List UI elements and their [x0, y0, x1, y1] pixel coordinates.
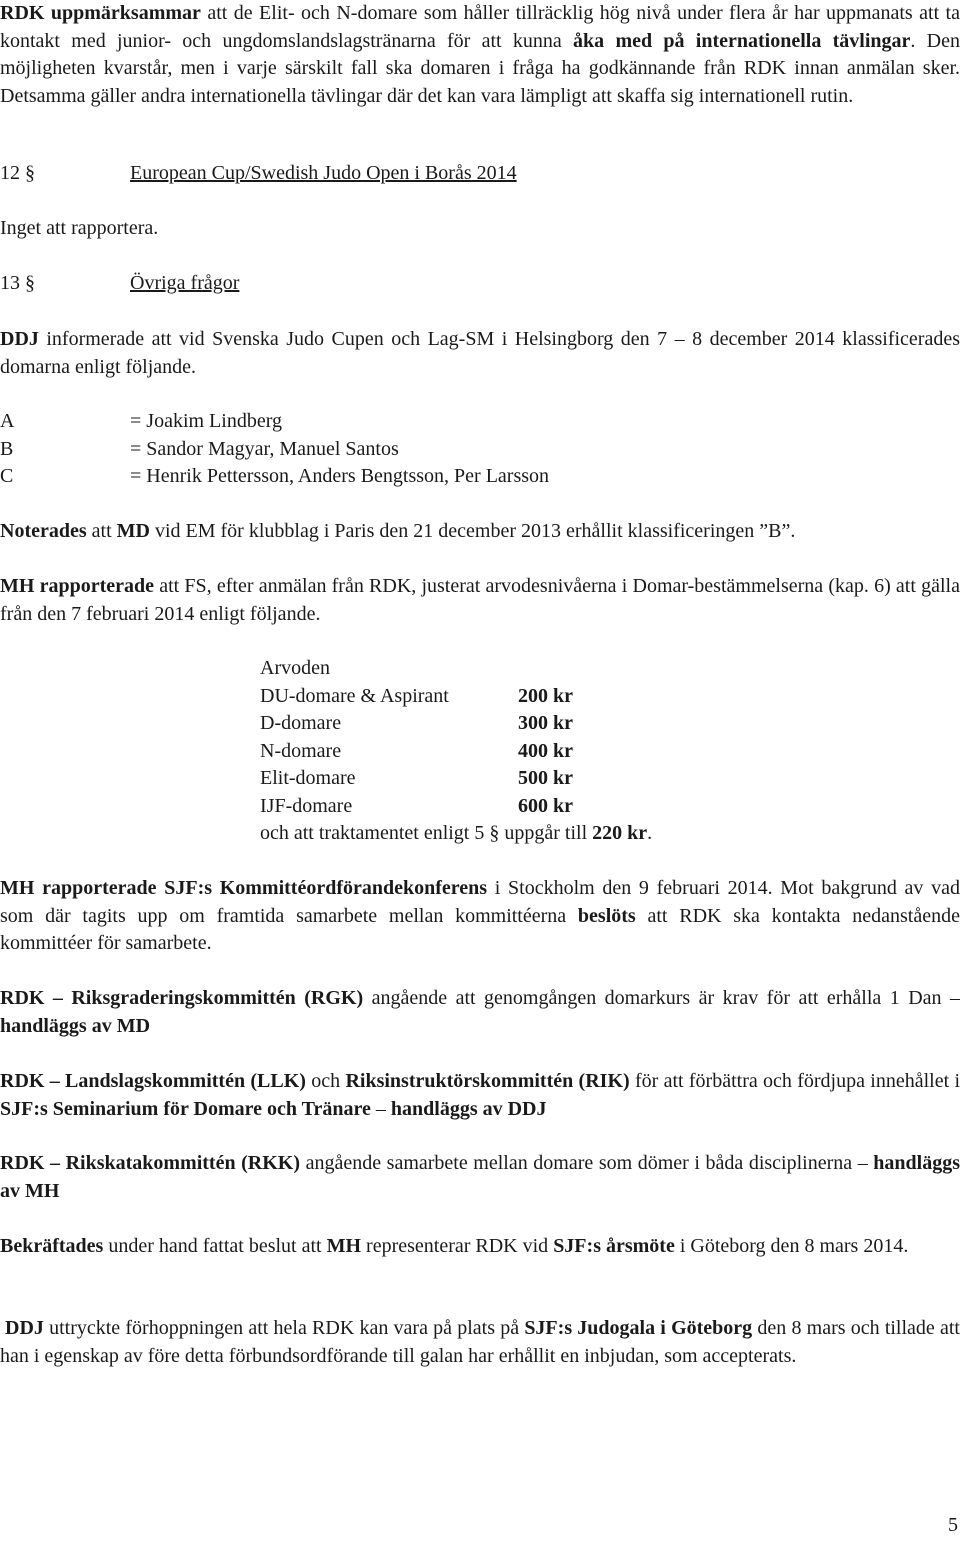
classification-row: C = Henrik Pettersson, Anders Bengtsson, Per Larsson — [0, 465, 550, 487]
paragraph-llk-rik: RDK – Landslagskommittén (LLK) och Riksinstruktörskommittén (RIK) för att förbättra och fördjupa innehållet i SJF:s Seminarium för Domare och Tränare – handläggs av DDJ — [0, 1070, 960, 1120]
paragraph-confirmed: Bekräftades under hand fattat beslut att MH representerar RDK vid SJF:s årsmöte i Göteborg den 8 mars 2014. — [0, 1235, 909, 1257]
section-title: Övriga frågor — [130, 272, 240, 294]
fee-row: IJF-domare 600 kr — [260, 795, 573, 817]
fee-note: och att traktamentet enligt 5 § uppgår till 220 kr. — [260, 822, 653, 844]
section-12-heading — [0, 160, 960, 188]
classification-row: B = Sandor Magyar, Manuel Santos — [0, 438, 399, 460]
section-number: 13 § — [0, 272, 35, 294]
section-13-heading — [0, 270, 960, 298]
section-title: European Cup/Swedish Judo Open i Borås 2014 — [130, 162, 517, 184]
paragraph-ddj-gala: DDJ uttryckte förhoppningen att hela RDK kan vara på plats på SJF:s Judogala i Göteborg den 8 mars och tillade att han i egenskap av före detta förbundsordförande till galan har erhållit en inbjudan, som accepterats. — [0, 1317, 960, 1367]
paragraph-rdk-international: RDK uppmärksammar att de Elit- och N-domare som håller tillräcklig hög nivå under flera år har uppmanats att ta kontakt med junior- och ungdomslandslagstränarna för att kunna åka med på internationella tävlingar. Den möjligheten kvarstår, men i varje särskilt fall ska domaren i fråga ha godkännande från RDK innan anmälan sker. Detsamma gäller andra internationella tävlingar där det kan vara lämpligt att skaffa sig internationell rutin. — [0, 2, 960, 107]
page-number: 5 — [948, 1514, 958, 1536]
section-12-body: Inget att rapportera. — [0, 217, 159, 239]
paragraph-mh-fees: MH rapporterade att FS, efter anmälan från RDK, justerat arvodesnivåerna i Domar-bestämmelserna (kap. 6) att gälla från den 7 februari 2014 enligt följande. — [0, 575, 960, 625]
paragraph-ddj-classification: DDJ informerade att vid Svenska Judo Cupen och Lag-SM i Helsingborg den 7 – 8 december 2014 klassificerades domarna enligt följande. — [0, 328, 960, 378]
section-number: 12 § — [0, 162, 35, 184]
classification-row: A = Joakim Lindberg — [0, 410, 283, 432]
fee-table-header: Arvoden — [260, 657, 330, 679]
fee-row: D-domare 300 kr — [260, 712, 573, 734]
fee-row: Elit-domare 500 kr — [260, 767, 573, 789]
paragraph-mh-conference: MH rapporterade SJF:s Kommittéordförandekonferens i Stockholm den 9 februari 2014. Mot bakgrund av vad som där tagits upp om framtida samarbete mellan kommittéerna beslöts att RDK ska kontakta nedanstående kommittéer för samarbete. — [0, 877, 960, 954]
fee-row: N-domare 400 kr — [260, 740, 573, 762]
paragraph-noted-md: Noterades att MD vid EM för klubblag i Paris den 21 december 2013 erhållit klassificeringen ”B”. — [0, 520, 796, 542]
paragraph-rkk: RDK – Rikskatakommittén (RKK) angående samarbete mellan domare som dömer i båda disciplinerna – handläggs av MH — [0, 1152, 960, 1202]
paragraph-rgk: RDK – Riksgraderingskommittén (RGK) angående att genomgången domarkurs är krav för att erhålla 1 Dan – handläggs av MD — [0, 987, 960, 1037]
fee-row: DU-domare & Aspirant 200 kr — [260, 685, 573, 707]
